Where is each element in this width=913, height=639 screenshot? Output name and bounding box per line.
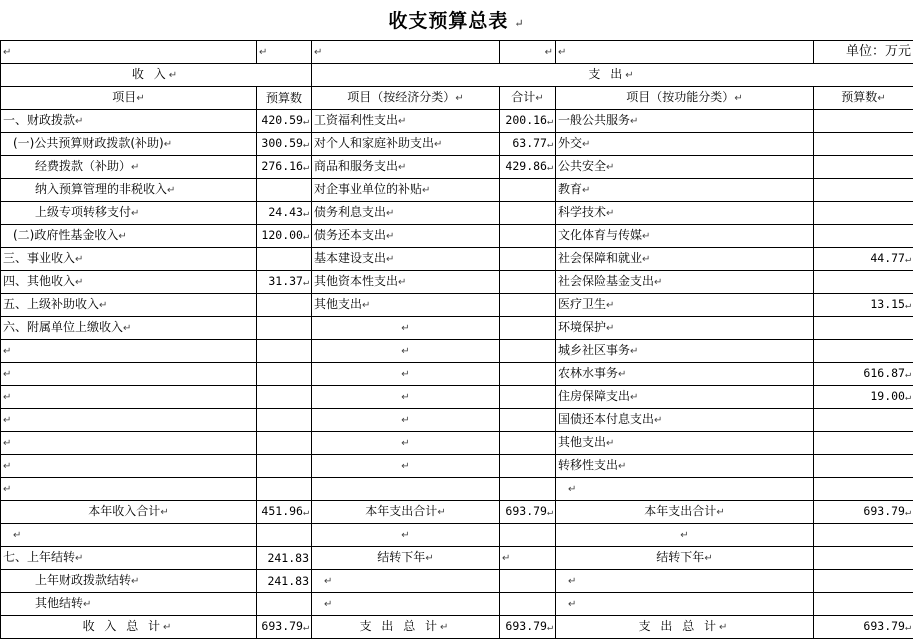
econ-amount xyxy=(500,294,556,317)
econ-amount: 429.86↵ xyxy=(500,156,556,179)
func-amount: 19.00↵ xyxy=(814,386,913,409)
table-row xyxy=(1,179,913,202)
prev-balance-amount: 241.83 xyxy=(257,547,312,570)
func-item: 住房保障支出↵ xyxy=(556,386,814,409)
econ-item: 债务还本支出↵ xyxy=(312,225,500,248)
econ-item: ↵ xyxy=(312,363,500,386)
table-row xyxy=(1,248,913,271)
prev-balance-row xyxy=(1,547,913,570)
page-title: 收支预算总表 ↵ xyxy=(0,6,913,33)
column-header-row xyxy=(1,87,913,110)
grand-econ-label: 支 出 总 计↵ xyxy=(312,616,500,639)
func-item: 外交↵ xyxy=(556,133,814,156)
econ-item: ↵ xyxy=(312,386,500,409)
blank-cell: ↵ xyxy=(312,524,500,547)
grand-econ-amount: 693.79↵ xyxy=(500,616,556,639)
income-amount xyxy=(257,294,312,317)
func-item: 城乡社区事务↵ xyxy=(556,340,814,363)
carry-next-label-2: 结转下年↵ xyxy=(556,547,814,570)
grand-income-amount: 693.79↵ xyxy=(257,616,312,639)
grand-total-row xyxy=(1,616,913,639)
econ-item: 债务利息支出↵ xyxy=(312,202,500,225)
income-item: 五、上级补助收入↵ xyxy=(1,294,257,317)
econ-amount xyxy=(500,409,556,432)
table-row xyxy=(1,455,913,478)
blank-cell xyxy=(500,524,556,547)
unit-label: 单位：万元 xyxy=(814,41,913,64)
col-header-econ: 项目（按经济分类）↵ xyxy=(312,87,500,110)
totals-row xyxy=(1,501,913,524)
table-row xyxy=(1,202,913,225)
income-amount xyxy=(257,432,312,455)
econ-amount xyxy=(500,179,556,202)
table-row xyxy=(1,133,913,156)
income-item: 六、附属单位上缴收入↵ xyxy=(1,317,257,340)
func-amount: 616.87↵ xyxy=(814,363,913,386)
income-amount: 276.16↵ xyxy=(257,156,312,179)
econ-item: 对企事业单位的补贴↵ xyxy=(312,179,500,202)
table-row xyxy=(1,432,913,455)
income-item: ↵ xyxy=(1,386,257,409)
func-item: 农林水事务↵ xyxy=(556,363,814,386)
econ-amount xyxy=(500,271,556,294)
func-amount: 13.15↵ xyxy=(814,294,913,317)
func-amount: 44.77↵ xyxy=(814,248,913,271)
income-total-label: 本年收入合计↵ xyxy=(1,501,257,524)
income-amount: 420.59↵ xyxy=(257,110,312,133)
blank-cell xyxy=(257,524,312,547)
econ-item: 其他资本性支出↵ xyxy=(312,271,500,294)
prev-balance-label: 七、上年结转↵ xyxy=(1,547,257,570)
blank-cell xyxy=(500,570,556,593)
func-total-label: 本年支出合计↵ xyxy=(556,501,814,524)
econ-item xyxy=(312,478,500,501)
income-item: ↵ xyxy=(1,363,257,386)
blank-cell: ↵ xyxy=(556,524,814,547)
econ-item: 商品和服务支出↵ xyxy=(312,156,500,179)
col-header-budget: 预算数 xyxy=(257,87,312,110)
econ-amount xyxy=(500,432,556,455)
econ-item: 工资福利性支出↵ xyxy=(312,110,500,133)
carry-next-label: 结转下年↵ xyxy=(312,547,500,570)
fiscal-carry-row xyxy=(1,570,913,593)
func-item: 国债还本付息支出↵ xyxy=(556,409,814,432)
econ-amount xyxy=(500,225,556,248)
grand-func-amount: 693.79↵ xyxy=(814,616,913,639)
econ-item: 对个人和家庭补助支出↵ xyxy=(312,133,500,156)
econ-item: 其他支出↵ xyxy=(312,294,500,317)
blank-cell: ↵ xyxy=(1,524,257,547)
income-item: ↵ xyxy=(1,455,257,478)
econ-item: ↵ xyxy=(312,432,500,455)
func-item: 转移性支出↵ xyxy=(556,455,814,478)
col-header-total: 合计↵ xyxy=(500,87,556,110)
func-item: 社会保障和就业↵ xyxy=(556,248,814,271)
func-item: 环境保护↵ xyxy=(556,317,814,340)
func-amount xyxy=(814,409,913,432)
col-header-budget2: 预算数↵ xyxy=(814,87,913,110)
income-item: 经费拨款（补助）↵ xyxy=(1,156,257,179)
income-amount xyxy=(257,317,312,340)
income-item: ↵ xyxy=(1,409,257,432)
func-item: 其他支出↵ xyxy=(556,432,814,455)
income-amount: 120.00↵ xyxy=(257,225,312,248)
table-row xyxy=(1,271,913,294)
econ-item: 基本建设支出↵ xyxy=(312,248,500,271)
table-row xyxy=(1,156,913,179)
table-row xyxy=(1,409,913,432)
func-total-amount: 693.79↵ xyxy=(814,501,913,524)
func-amount xyxy=(814,340,913,363)
econ-amount xyxy=(500,386,556,409)
econ-amount: 200.16↵ xyxy=(500,110,556,133)
income-amount: 31.37↵ xyxy=(257,271,312,294)
income-header: 收 入↵ xyxy=(1,64,312,87)
econ-amount xyxy=(500,317,556,340)
carry-next-amount-2 xyxy=(814,547,913,570)
table-row xyxy=(1,386,913,409)
func-item: 公共安全↵ xyxy=(556,156,814,179)
blank-cell: ↵ xyxy=(556,570,814,593)
func-item: 教育↵ xyxy=(556,179,814,202)
other-carry-row xyxy=(1,593,913,616)
func-item: 科学技术↵ xyxy=(556,202,814,225)
budget-table xyxy=(0,40,913,639)
grand-income-label: 收 入 总 计↵ xyxy=(1,616,257,639)
expense-header: 支 出↵ xyxy=(312,64,913,87)
fiscal-carry-amount: 241.83 xyxy=(257,570,312,593)
econ-item: ↵ xyxy=(312,455,500,478)
func-amount xyxy=(814,271,913,294)
grand-func-label: 支 出 总 计↵ xyxy=(556,616,814,639)
blank-cell: ↵ xyxy=(556,593,814,616)
income-amount xyxy=(257,248,312,271)
income-amount: 24.43↵ xyxy=(257,202,312,225)
income-item: ↵ xyxy=(1,432,257,455)
func-amount xyxy=(814,478,913,501)
income-amount xyxy=(257,409,312,432)
func-item: 一般公共服务↵ xyxy=(556,110,814,133)
func-item: 社会保险基金支出↵ xyxy=(556,271,814,294)
unit-row: ↵ ↵ ↵ ↵ ↵ 单位：万元 xyxy=(1,41,913,64)
econ-amount xyxy=(500,248,556,271)
blank-row xyxy=(1,524,913,547)
econ-item: ↵ xyxy=(312,317,500,340)
econ-amount xyxy=(500,478,556,501)
econ-item: ↵ xyxy=(312,409,500,432)
blank-cell: ↵ xyxy=(312,570,500,593)
carry-next-amount: ↵ xyxy=(500,547,556,570)
income-item: 四、其他收入↵ xyxy=(1,271,257,294)
func-amount xyxy=(814,202,913,225)
table-row xyxy=(1,225,913,248)
income-amount xyxy=(257,455,312,478)
income-item: ↵ xyxy=(1,478,257,501)
income-item: ↵ xyxy=(1,340,257,363)
income-item: 纳入预算管理的非税收入↵ xyxy=(1,179,257,202)
table-row xyxy=(1,478,913,501)
fiscal-carry-label: 上年财政拨款结转↵ xyxy=(1,570,257,593)
func-amount xyxy=(814,156,913,179)
income-item: (二)政府性基金收入↵ xyxy=(1,225,257,248)
income-amount xyxy=(257,386,312,409)
income-item: 一、财政拨款↵ xyxy=(1,110,257,133)
econ-amount xyxy=(500,455,556,478)
func-amount xyxy=(814,432,913,455)
blank-cell xyxy=(814,524,913,547)
income-item: 三、事业收入↵ xyxy=(1,248,257,271)
table-row xyxy=(1,363,913,386)
income-amount xyxy=(257,478,312,501)
income-amount xyxy=(257,179,312,202)
func-amount xyxy=(814,133,913,156)
func-amount xyxy=(814,317,913,340)
income-amount xyxy=(257,363,312,386)
func-amount xyxy=(814,110,913,133)
col-header-func: 项目（按功能分类）↵ xyxy=(556,87,814,110)
func-amount xyxy=(814,455,913,478)
table-row xyxy=(1,340,913,363)
blank-cell xyxy=(814,570,913,593)
func-item: 医疗卫生↵ xyxy=(556,294,814,317)
econ-amount xyxy=(500,340,556,363)
col-header-item: 项目↵ xyxy=(1,87,257,110)
other-carry-label: 其他结转↵ xyxy=(1,593,257,616)
blank-cell xyxy=(500,593,556,616)
table-row xyxy=(1,294,913,317)
table-row xyxy=(1,110,913,133)
econ-item: ↵ xyxy=(312,340,500,363)
econ-total-amount: 693.79↵ xyxy=(500,501,556,524)
section-header-row xyxy=(1,64,913,87)
func-amount xyxy=(814,225,913,248)
func-amount xyxy=(814,179,913,202)
econ-amount xyxy=(500,202,556,225)
blank-cell: ↵ xyxy=(312,593,500,616)
func-item: ↵ xyxy=(556,478,814,501)
econ-amount xyxy=(500,363,556,386)
func-item: 文化体育与传媒↵ xyxy=(556,225,814,248)
income-item: 上级专项转移支付↵ xyxy=(1,202,257,225)
blank-cell xyxy=(814,593,913,616)
income-item: (一)公共预算财政拨款(补助)↵ xyxy=(1,133,257,156)
econ-total-label: 本年支出合计↵ xyxy=(312,501,500,524)
econ-amount: 63.77↵ xyxy=(500,133,556,156)
income-amount: 300.59↵ xyxy=(257,133,312,156)
table-row xyxy=(1,317,913,340)
income-amount xyxy=(257,340,312,363)
income-total-amount: 451.96↵ xyxy=(257,501,312,524)
blank-cell xyxy=(257,593,312,616)
